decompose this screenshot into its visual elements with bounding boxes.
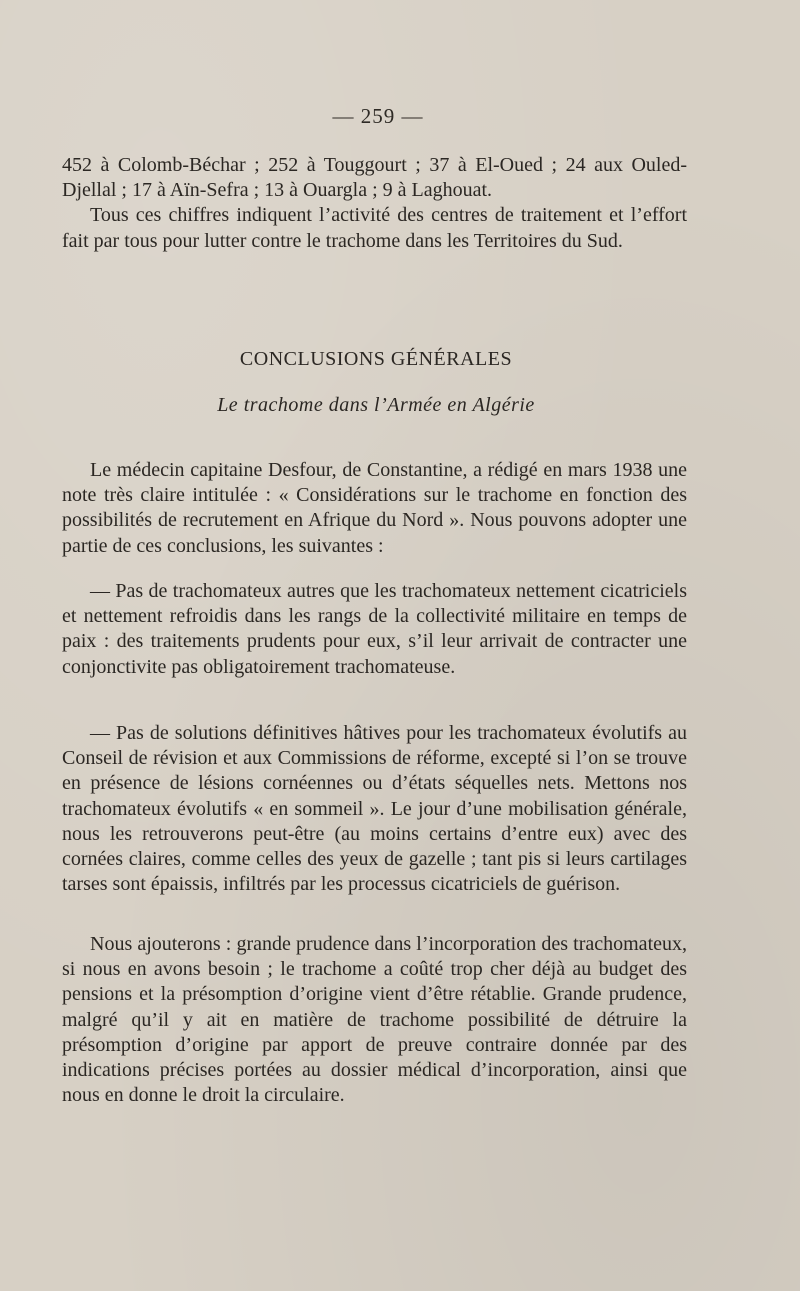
section-subtitle: Le trachome dans l’Armée en Algérie — [217, 394, 535, 416]
paragraph-text: Le médecin capitaine Desfour, de Constantine, a rédigé en mars 1938 une note très claire intitulée : « Considérations sur le trachome en fonction des possibilités de recrutement en Afrique du Nord ». Nous pouvons adopter une partie de ces conclusions, les suivantes : — [62, 459, 687, 557]
body-paragraph-3 — [62, 721, 687, 897]
page-number: — 259 — — [332, 104, 424, 128]
intro-paragraph: Tous ces chiffres indiquent l’activité des centres de traitement et l’effort fait par tous pour lutter contre le trachome dans les Territoires du Sud. — [62, 204, 687, 252]
body-paragraph-2 — [62, 579, 687, 680]
paragraph-text: — Pas de solutions définitives hâtives pour les trachomateux évolutifs au Conseil de révision et aux Commissions de réforme, excepté si l’on se trouve en présence de lésions cornéennes ou d’états séquelles nets. Mettons nos trachomateux évolutifs « en sommeil ». Le jour d’une mobilisation générale, nous les retrouverons peut-être (au moins certains d’entre eux) avec des cornées claires, comme celles des yeux de gazelle ; tant pis si leurs cartilages tarses sont épaissis, infiltrés par les processus cicatriciels de guérison. — [62, 722, 687, 896]
paragraph-text: — Pas de trachomateux autres que les trachomateux nettement cicatriciels et nettement refroidis dans les rangs de la collectivité militaire en temps de paix : des traitements prudents pour eux, s’il leur arrivait de contracter une conjonctivite pas obligatoirement trachomateuse. — [62, 580, 687, 678]
intro-block — [62, 153, 687, 254]
paragraph-text: Nous ajouterons : grande prudence dans l’incorporation des trachomateux, si nous en avons besoin ; le trachome a coûté trop cher déjà au budget des pensions et la présomption d’origine vient d’être rétablie. Grande prudence, malgré qu’il y ait en matière de trachome possibilité de détruire la présomption d’origine par apport de preuve contraire donnée par des indications précises portées au dossier médical d’incorporation, ainsi que nous en donne le droit la circulaire. — [62, 933, 687, 1107]
body-paragraph-4 — [62, 932, 687, 1108]
body-paragraph-1 — [62, 458, 687, 559]
section-title: CONCLUSIONS GÉNÉRALES — [239, 348, 513, 370]
intro-line: 452 à Colomb-Béchar ; 252 à Touggourt ; 37 à El-Oued ; 24 aux Ouled-Djellal ; 17 à Aïn-Sefra ; 13 à Ouargla ; 9 à Laghouat. — [62, 154, 687, 202]
